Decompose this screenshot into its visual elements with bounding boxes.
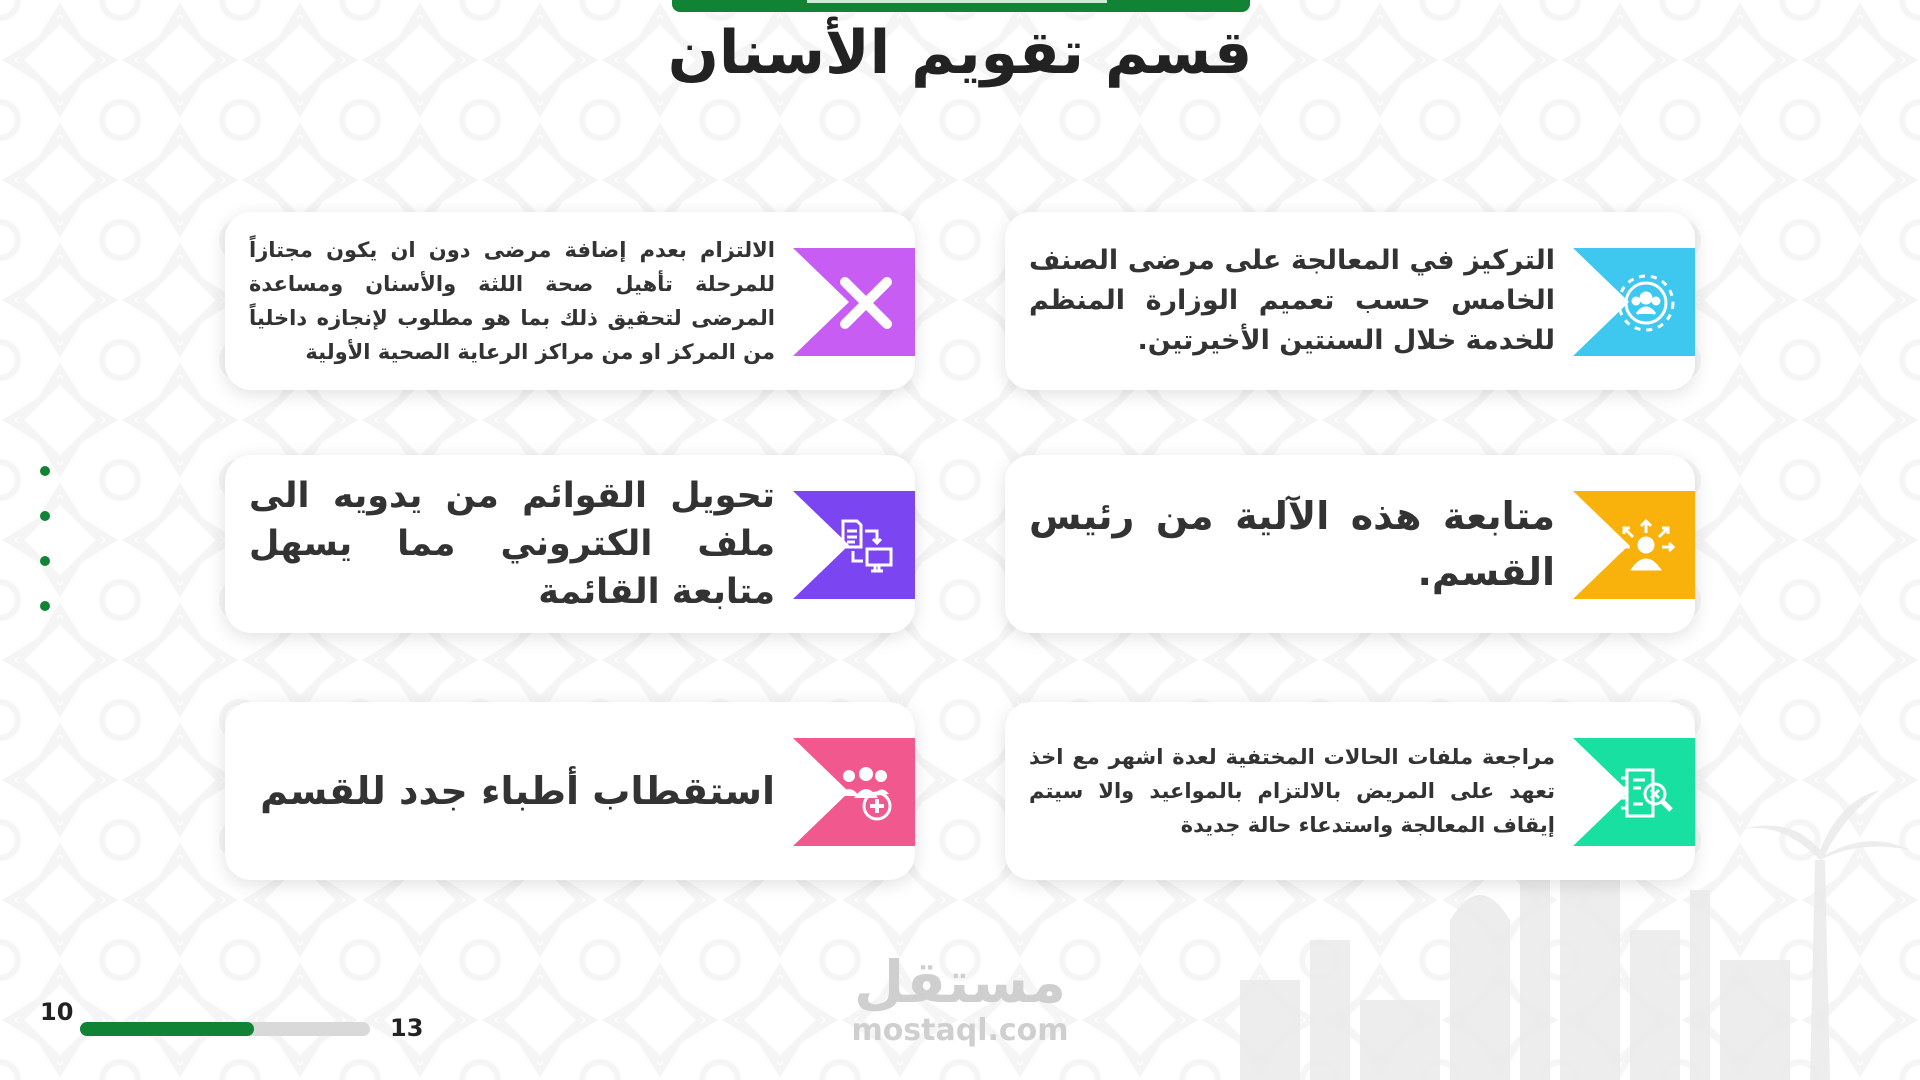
team-add-icon	[837, 764, 895, 822]
person-arrows-icon	[1617, 517, 1675, 575]
watermark-latin: mostaql.com	[851, 1013, 1069, 1048]
card-text: مراجعة ملفات الحالات المختفية لعدة اشهر مع اخذ تعهد على المريض بالالتزام بالمواعيد والا سيتم إيقاف المعالجة واستدعاء حالة جديدة	[1029, 745, 1555, 837]
card-ribbon	[793, 738, 915, 846]
card-text: استقطاب أطباء جدد للقسم	[260, 769, 775, 813]
card-missing-cases-review	[1005, 702, 1695, 880]
current-page-number: 10	[40, 998, 74, 1026]
progress-bar-fill	[80, 1022, 254, 1036]
card-ribbon	[1573, 491, 1695, 599]
watermark-arabic: مستقل	[853, 948, 1067, 1016]
card-electronic-lists	[225, 455, 915, 633]
card-ribbon	[793, 491, 915, 599]
card-text: الالتزام بعدم إضافة مرضى دون ان يكون مجتازاً للمرحلة تأهيل صحة اللثة والأسنان ومساعدة المرضى لتحقيق ذلك بما هو مطلوب لإنجازه داخلياً من المركز او من مراكز الرعاية الصحية الأولية	[249, 238, 775, 364]
nav-dot[interactable]	[40, 556, 50, 566]
nav-dot[interactable]	[40, 511, 50, 521]
document-to-computer-icon	[837, 517, 895, 575]
total-pages: 13	[390, 1014, 424, 1042]
nav-dot[interactable]	[40, 466, 50, 476]
progress-bar	[80, 1022, 370, 1036]
card-ribbon	[1573, 248, 1695, 356]
card-recruit-doctors	[225, 702, 915, 880]
mostaql-watermark	[840, 950, 1080, 1048]
document-search-icon	[1617, 764, 1675, 822]
x-mark-icon	[837, 274, 895, 332]
card-text: تحويل القوائم من يدويه الى ملف الكتروني مما يسهل متابعة القائمة	[249, 476, 775, 612]
page-title: قسم تقويم الأسنان	[667, 18, 1253, 88]
navigation-dots	[40, 466, 50, 646]
top-accent-bar	[672, 0, 1250, 12]
card-text: متابعة هذه الآلية من رئيس القسم.	[1029, 494, 1555, 594]
card-patient-admission-rule	[225, 212, 915, 390]
target-people-icon	[1617, 274, 1675, 332]
card-class-five-patients	[1005, 212, 1695, 390]
card-department-head-followup	[1005, 455, 1695, 633]
card-ribbon	[1573, 738, 1695, 846]
card-ribbon	[793, 248, 915, 356]
nav-dot[interactable]	[40, 601, 50, 611]
card-text: التركيز في المعالجة على مرضى الصنف الخامس حسب تعميم الوزارة المنظم للخدمة خلال السنتين الأخيرتين.	[1029, 245, 1555, 356]
